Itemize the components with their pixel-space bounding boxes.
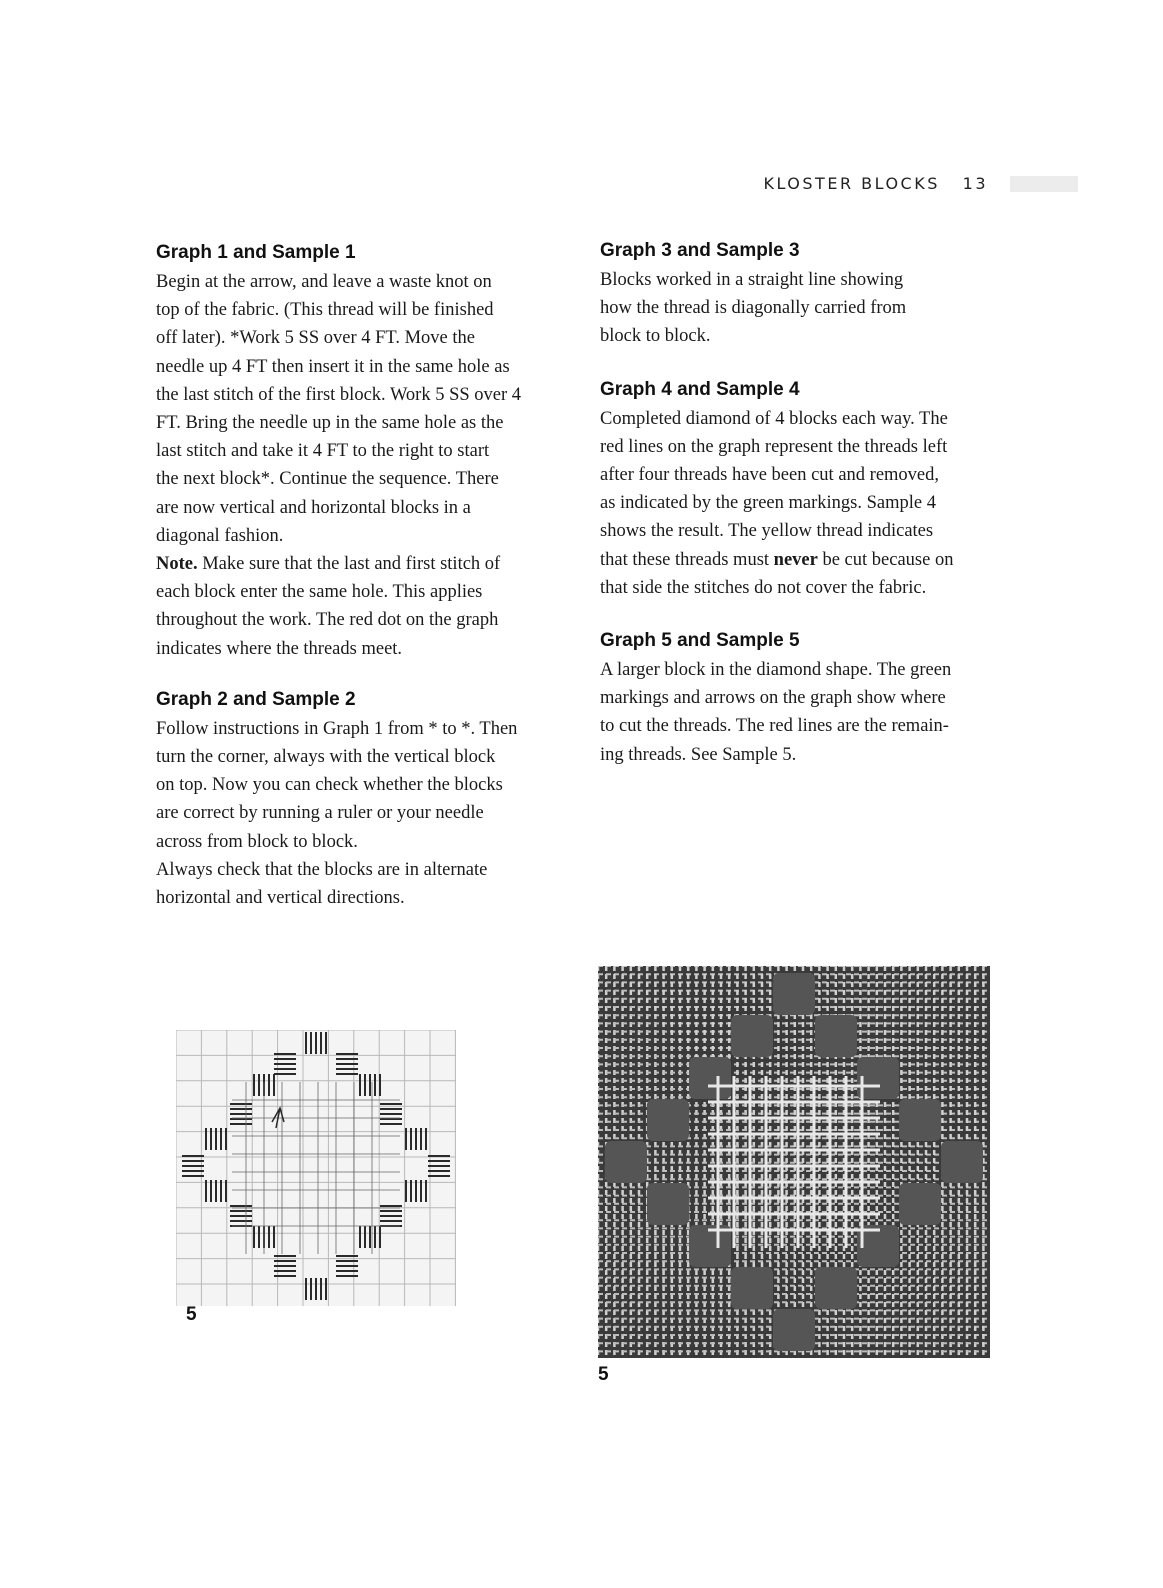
graph5-diagram (176, 1030, 456, 1306)
spacer (600, 351, 1012, 377)
text-line: after four threads have been cut and removed, (600, 465, 940, 486)
header-title: KLOSTER BLOCKS (763, 174, 940, 193)
text-line: red lines on the graph represent the threads left (600, 436, 948, 457)
section-title-graph2: Graph 2 and Sample 2 (156, 688, 356, 710)
text-line: how the thread is diagonally carried from (600, 298, 907, 319)
text-line: FT. Bring the needle up in the same hole as the (156, 413, 504, 434)
section1-body (156, 268, 568, 663)
text-line: ing threads. See Sample 5. (600, 744, 797, 765)
kloster-block (731, 1267, 773, 1309)
text-line: indicates where the threads meet. (156, 638, 403, 659)
text-line: shows the result. The yellow thread indicates (600, 521, 934, 542)
text-line: as indicated by the green markings. Sample 4 (600, 493, 936, 514)
text-line: markings and arrows on the graph show where (600, 688, 946, 709)
text-line: that side the stitches do not cover the fabric. (600, 577, 927, 598)
text-line: Completed diamond of 4 blocks each way. The (600, 408, 948, 429)
text-line: top of the fabric. (This thread will be finished (156, 300, 494, 321)
note-line (156, 550, 568, 578)
text-line: throughout the work. The red dot on the graph (156, 610, 499, 631)
kloster-block (941, 1141, 983, 1183)
kloster-block (773, 973, 815, 1015)
graph5-label: 5 (186, 1304, 197, 1325)
sample5-label: 5 (598, 1364, 609, 1385)
kloster-block (815, 1015, 857, 1057)
text-line: off later). *Work 5 SS over 4 FT. Move the (156, 328, 475, 349)
text-line: last stitch and take it 4 FT to the right to start (156, 441, 490, 462)
header-tab-bar (1010, 176, 1078, 192)
text-line: Blocks worked in a straight line showing (600, 270, 904, 290)
kloster-block (731, 1015, 773, 1057)
text-line: on top. Now you can check whether the blocks (156, 775, 503, 796)
right-column (600, 238, 1012, 769)
section2-body (156, 715, 568, 912)
note-text: Make sure that the last and first stitch of (197, 554, 501, 575)
text-line: turn the corner, always with the vertical block (156, 747, 496, 768)
text-line: are correct by running a ruler or your needle (156, 803, 484, 824)
section-title-graph1: Graph 1 and Sample 1 (156, 242, 356, 263)
spacer (600, 602, 1012, 628)
graph-background (176, 1030, 456, 1306)
text-line: to cut the threads. The red lines are the remain- (600, 716, 949, 737)
kloster-block (899, 1099, 941, 1141)
left-column (156, 240, 568, 912)
text-fragment: that these threads must (600, 549, 774, 570)
graph5-figure (176, 1030, 456, 1306)
text-line-never (600, 546, 1012, 574)
kloster-block (689, 1057, 731, 1099)
text-line: across from block to block. (156, 831, 358, 852)
section-title-graph5: Graph 5 and Sample 5 (600, 630, 800, 652)
text-line: each block enter the same hole. This applies (156, 582, 483, 603)
text-line: Begin at the arrow, and leave a waste knot on (156, 272, 492, 292)
running-header (763, 174, 988, 193)
page-number: 13 (962, 174, 988, 193)
text-line: A larger block in the diamond shape. The green (600, 660, 952, 681)
sample5-photo (598, 966, 990, 1358)
text-line: horizontal and vertical directions. (156, 888, 405, 909)
note-label: Note. (156, 554, 198, 575)
text-fragment: be cut because on (817, 549, 954, 570)
text-line: diagonal fashion. (156, 525, 284, 546)
text-line: are now vertical and horizontal blocks in a (156, 497, 471, 518)
text-line: the next block*. Continue the sequence. There (156, 469, 499, 490)
spacer (156, 663, 568, 687)
section-title-graph3: Graph 3 and Sample 3 (600, 240, 800, 261)
text-line: needle up 4 FT then insert it in the same hole as (156, 356, 510, 377)
section-title-graph4: Graph 4 and Sample 4 (600, 378, 800, 400)
kloster-block (773, 1309, 815, 1351)
kloster-block (647, 1183, 689, 1225)
text-line: block to block. (600, 326, 711, 347)
text-line: the last stitch of the first block. Work 5 SS over 4 (156, 384, 522, 405)
text-line: Follow instructions in Graph 1 from * to *. Then (156, 718, 518, 739)
kloster-block (605, 1141, 647, 1183)
kloster-block (815, 1267, 857, 1309)
kloster-block (647, 1099, 689, 1141)
kloster-block (899, 1183, 941, 1225)
emphasis-never: never (773, 549, 818, 570)
text-line: Always check that the blocks are in alternate (156, 859, 488, 880)
sample5-image (598, 966, 990, 1358)
